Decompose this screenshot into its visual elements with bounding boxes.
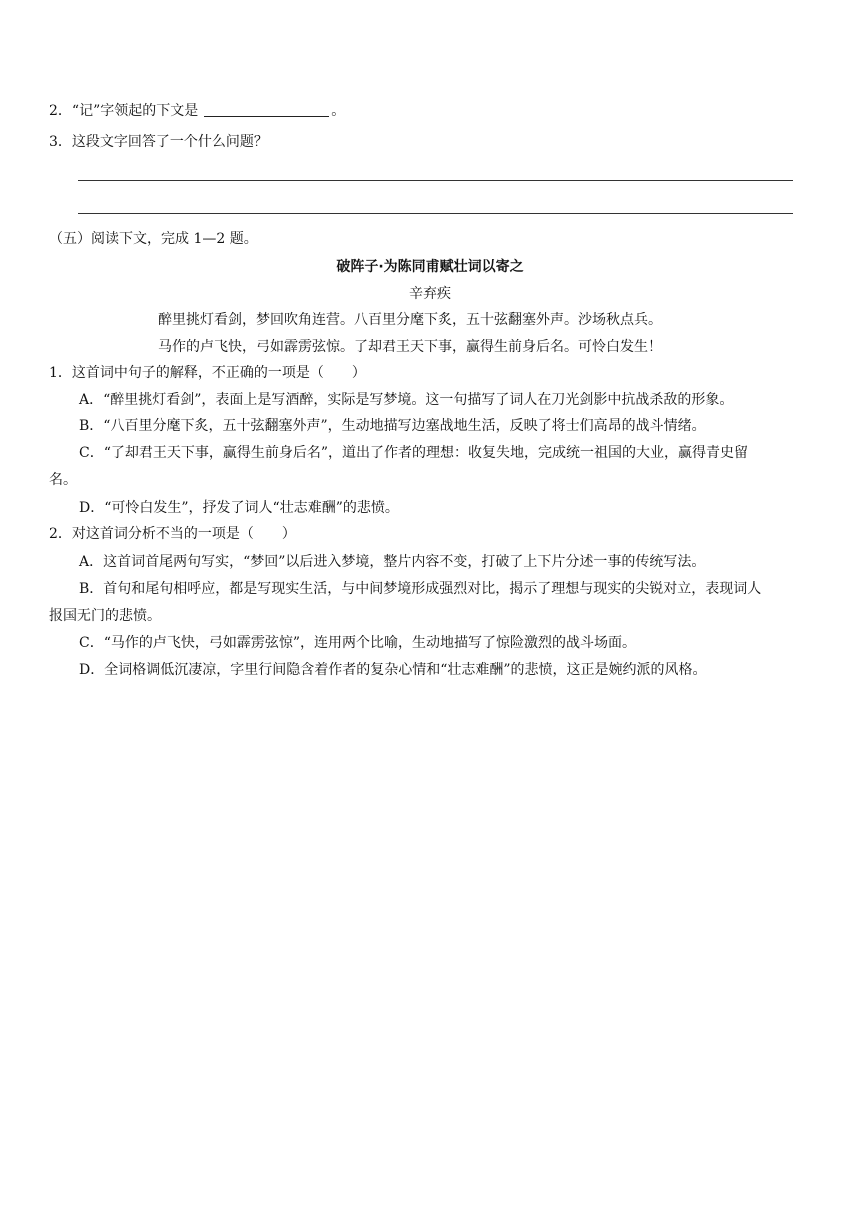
- question-2-text: 2．“记”字领起的下文是: [49, 103, 199, 119]
- question-1-option-c-cont: 名。: [49, 472, 77, 488]
- question-3: 3．这段文字回答了一个什么问题？: [49, 134, 268, 150]
- fill-in-blank[interactable]: [204, 102, 329, 117]
- answer-line-1[interactable]: [78, 180, 793, 181]
- poem-title: 破阵子·为陈同甫赋壮词以寄之: [336, 259, 524, 275]
- question-2-suffix: 。: [331, 103, 346, 119]
- poem-line-1: 醉里挑灯看剑，梦回吹角连营。八百里分麾下炙，五十弦翻塞外声。沙场秋点兵。: [158, 312, 662, 328]
- question-2-option-c: C．“马作的卢飞快，弓如霹雳弦惊”，连用两个比喻，生动地描写了惊险激烈的战斗场面。: [79, 635, 637, 651]
- question-1-option-c: C．“了却君王天下事，赢得生前身后名”，道出了作者的理想：收复失地，完成统一祖国的大业，赢得青史留: [79, 445, 749, 461]
- question-2: [49, 101, 345, 121]
- poem-author: 辛弃疾: [409, 286, 451, 302]
- question-1-option-a: A．“醉里挑灯看剑”，表面上是写酒醉，实际是写梦境。这一句描写了词人在刀光剑影中抗战杀敌的形象。: [79, 392, 734, 408]
- question-1-option-d: D．“可怜白发生”，抒发了词人“壮志难酬”的悲愤。: [79, 500, 399, 516]
- poem-line-2: 马作的卢飞快，弓如霹雳弦惊。了却君王天下事，赢得生前身后名。可怜白发生！: [158, 339, 662, 355]
- question-2-option-a: A．这首词首尾两句写实，“梦回”以后进入梦境，整片内容不变，打破了上下片分述一事的传统写法。: [79, 554, 706, 570]
- question-1-stem: 1．这首词中句子的解释，不正确的一项是（ ）: [49, 365, 366, 381]
- question-2-option-b: B．首句和尾句相呼应，都是写现实生活，与中间梦境形成强烈对比，揭示了理想与现实的尖锐对立，表现词人: [79, 581, 762, 597]
- question-2-stem: 2．对这首词分析不当的一项是（ ）: [49, 526, 296, 542]
- answer-line-2[interactable]: [78, 213, 793, 214]
- question-1-option-b: B．“八百里分麾下炙，五十弦翻塞外声”，生动地描写边塞战地生活，反映了将士们高昂的战斗情绪。: [79, 418, 706, 434]
- question-2-option-b-cont: 报国无门的悲愤。: [49, 608, 161, 624]
- section-intro: （五）阅读下文，完成 1—2 题。: [49, 231, 258, 247]
- question-2-option-d: D．全词格调低沉凄凉，字里行间隐含着作者的复杂心情和“壮志难酬”的悲愤，这正是婉约派的风格。: [79, 662, 707, 678]
